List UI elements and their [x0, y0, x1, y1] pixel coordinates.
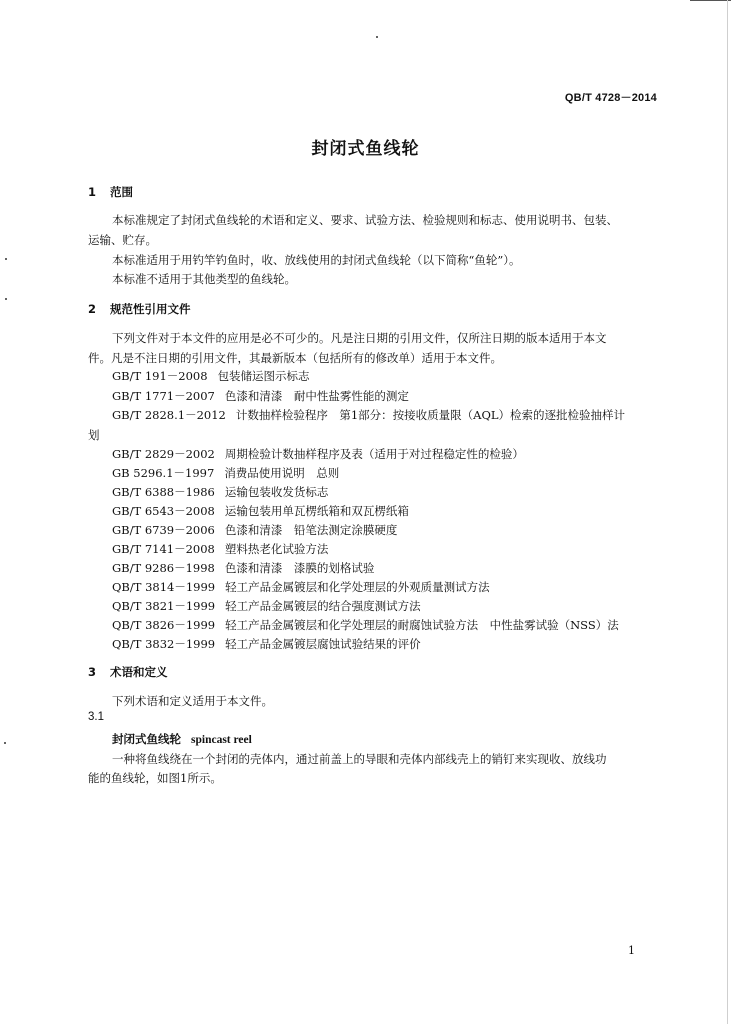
- paragraph-line: 件。凡是不注日期的引用文件，其最新版本（包括所有的修改单）适用于本文件。: [88, 351, 502, 365]
- reference-code: GB/T 6739－2006: [112, 523, 215, 537]
- paragraph-line: 本标准适用于用钓竿钓鱼时，收、放线使用的封闭式鱼线轮（以下简称“鱼轮”）。: [112, 253, 521, 267]
- section-3-heading: [88, 664, 168, 680]
- scan-speck: [5, 258, 7, 260]
- section-title: 术语和定义: [110, 665, 168, 679]
- reference-item: [112, 503, 409, 519]
- reference-title: 色漆和清漆 漆膜的划格试验: [224, 561, 375, 575]
- section-title: 规范性引用文件: [110, 302, 191, 316]
- reference-code: GB/T 2828.1－2012: [112, 408, 226, 422]
- reference-item: [112, 465, 339, 481]
- reference-title: 轻工产品金属镀层的结合强度测试方法: [225, 599, 421, 613]
- reference-title: 色漆和清漆 铅笔法测定涂膜硬度: [224, 523, 398, 537]
- reference-item: [112, 617, 619, 633]
- reference-title: 消费品使用说明 总则: [224, 466, 340, 480]
- section-2-heading: [88, 301, 191, 317]
- reference-item: [112, 388, 409, 404]
- reference-code: QB/T 3826－1999: [112, 618, 216, 632]
- reference-item: [112, 636, 421, 652]
- paragraph-line: 下列文件对于本文件的应用是必不可少的。凡是注日期的引用文件，仅所注日期的版本适用于本文: [112, 331, 607, 345]
- reference-title: 运输包装收发货标志: [224, 485, 329, 499]
- document-number: QB/T 4728－2014: [564, 92, 657, 104]
- reference-code: GB/T 2829－2002: [112, 447, 215, 461]
- reference-code: GB/T 191－2008: [112, 369, 208, 383]
- reference-code: QB/T 3821－1999: [112, 599, 216, 613]
- reference-item: [112, 368, 310, 384]
- reference-item: [112, 560, 374, 576]
- reference-code: QB/T 3814－1999: [112, 580, 216, 594]
- reference-item: [112, 484, 328, 500]
- reference-item: [112, 522, 397, 538]
- reference-item: [112, 446, 524, 462]
- reference-title: 塑料热老化试验方法: [224, 542, 329, 556]
- reference-code: GB/T 9286－1998: [112, 561, 215, 575]
- paragraph-line: 下列术语和定义适用于本文件。: [112, 694, 273, 708]
- term-heading: [112, 731, 252, 747]
- page-number: 1: [628, 944, 635, 957]
- definition-line: 能的鱼线轮，如图1所示。: [88, 771, 222, 785]
- section-1-heading: [88, 184, 133, 200]
- section-number: 2: [88, 302, 97, 316]
- reference-title: 轻工产品金属镀层和化学处理层的耐腐蚀试验方法 中性盐雾试验（NSS）法: [225, 618, 619, 632]
- reference-code: GB/T 7141－2008: [112, 542, 215, 556]
- reference-title: 运输包装用单瓦楞纸箱和双瓦楞纸箱: [224, 504, 409, 518]
- reference-wrap-tail: 划: [88, 428, 100, 442]
- term-number: 3.1: [88, 711, 104, 723]
- reference-title: 计数抽样检验程序 第1部分：按接收质量限（AQL）检索的逐批检验抽样计: [235, 408, 626, 422]
- reference-code: GB/T 6388－1986: [112, 485, 215, 499]
- reference-title: 轻工产品金属镀层腐蚀试验结果的评价: [225, 637, 421, 651]
- page-title: 封闭式鱼线轮: [311, 139, 420, 159]
- term-chinese: 封闭式鱼线轮: [112, 732, 181, 746]
- section-title: 范围: [110, 185, 133, 199]
- reference-item: [112, 598, 421, 614]
- section-number: 1: [88, 185, 97, 199]
- reference-item: [112, 579, 490, 595]
- reference-item: [112, 407, 625, 423]
- scan-speck: [376, 36, 378, 38]
- scan-speck: [5, 298, 7, 300]
- reference-code: QB/T 3832－1999: [112, 637, 216, 651]
- reference-title: 周期检验计数抽样程序及表（适用于对过程稳定性的检验）: [224, 447, 524, 461]
- reference-code: GB/T 6543－2008: [112, 504, 215, 518]
- section-number: 3: [88, 665, 97, 679]
- scan-edge-line: [690, 0, 731, 1]
- definition-line: 一种将鱼线绕在一个封闭的壳体内，通过前盖上的导眼和壳体内部线壳上的销钉来实现收、放线功: [112, 752, 607, 766]
- reference-title: 色漆和清漆 耐中性盐雾性能的测定: [224, 389, 409, 403]
- reference-code: GB/T 1771－2007: [112, 389, 215, 403]
- reference-code: GB 5296.1－1997: [112, 466, 215, 480]
- reference-title: 包装储运图示标志: [217, 369, 310, 383]
- term-english: spincast reel: [191, 734, 252, 746]
- scan-speck: [4, 742, 6, 744]
- paragraph-line: 本标准规定了封闭式鱼线轮的术语和定义、要求、试验方法、检验规则和标志、使用说明书、包装、: [112, 213, 618, 227]
- reference-item: [112, 541, 328, 557]
- paragraph-line: 运输、贮存。: [88, 233, 157, 247]
- reference-title: 轻工产品金属镀层和化学处理层的外观质量测试方法: [225, 580, 490, 594]
- paragraph-line: 本标准不适用于其他类型的鱼线轮。: [112, 272, 296, 286]
